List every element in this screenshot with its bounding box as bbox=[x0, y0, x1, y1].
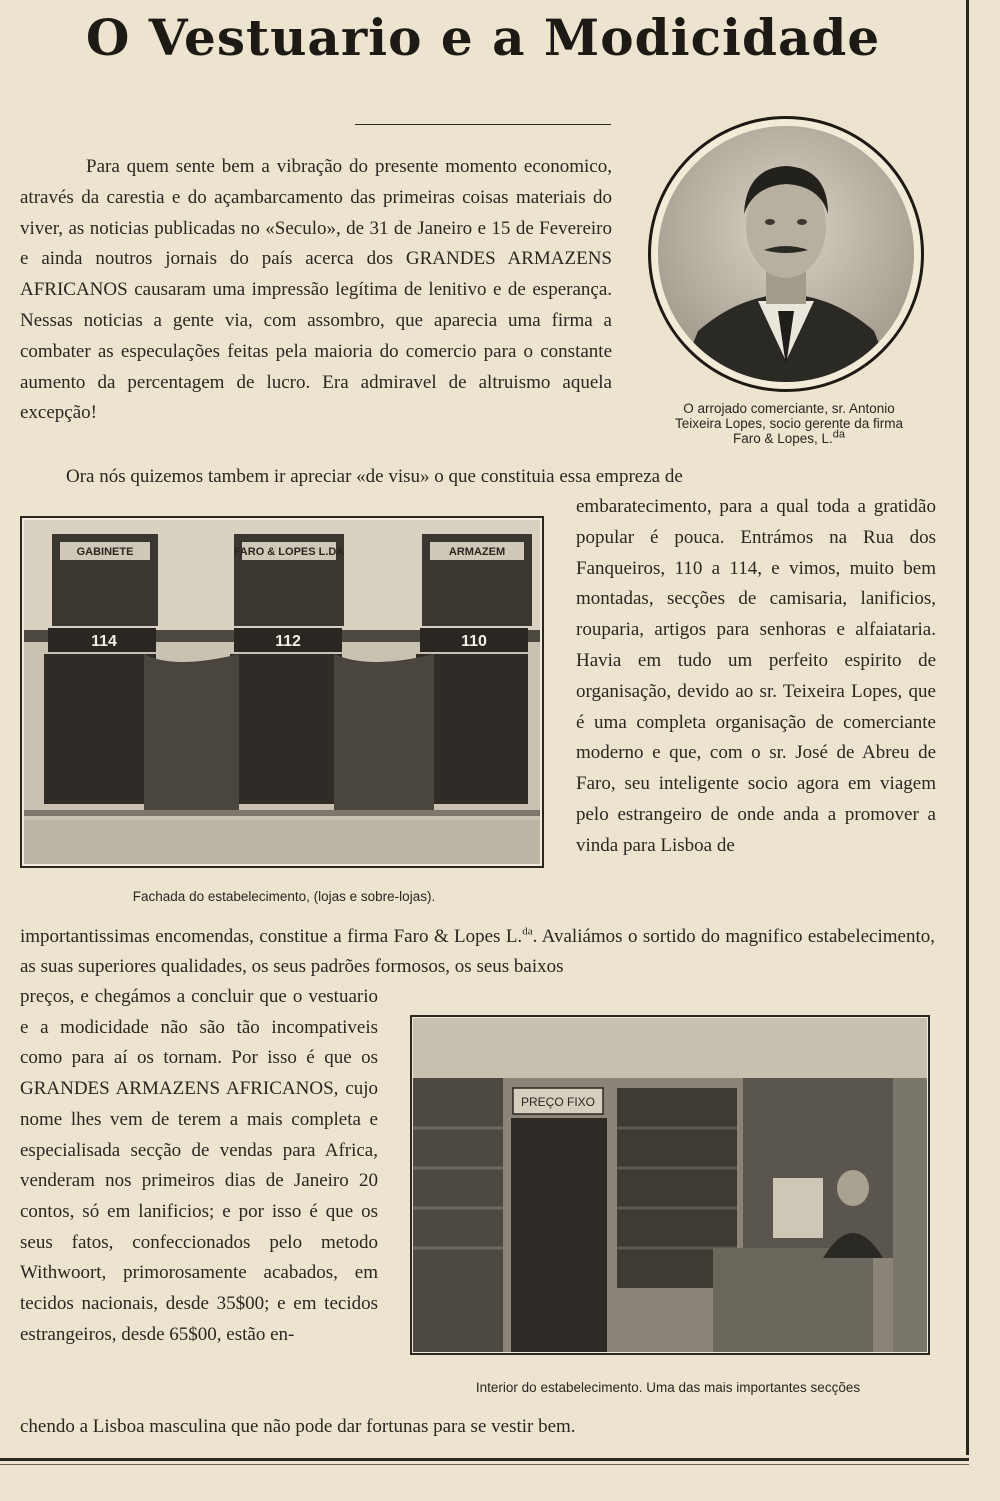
portrait-caption-line: Teixeira Lopes, socio gerente da firma bbox=[674, 416, 904, 431]
interior-sign: PREÇO FIXO bbox=[520, 1095, 596, 1109]
facade-door-number: 110 bbox=[461, 633, 487, 650]
facade-photo bbox=[24, 520, 540, 864]
title-divider bbox=[355, 124, 611, 125]
paragraph-sup: da bbox=[522, 925, 533, 938]
portrait-caption-line bbox=[636, 428, 942, 446]
page-frame-bottom-thin bbox=[0, 1464, 969, 1465]
interior-photo bbox=[413, 1018, 927, 1352]
paragraph-visit-start: Ora nós quizemos tambem ir apreciar «de visu» o que constituia essa empreza de bbox=[66, 466, 683, 487]
page-frame-bottom bbox=[0, 1458, 969, 1461]
paragraph-closing: chendo a Lisboa masculina que não pode dar fortunas para se vestir bem. bbox=[20, 1416, 576, 1437]
interior-photo-caption: Interior do estabelecimento. Uma das mais importantes secções bbox=[475, 1380, 861, 1395]
paragraph-text: . Avaliámos o sortido do magnifico estabelecimento, as suas superiores qualidades, os seus padrões formosos, os seus baixos bbox=[20, 926, 935, 977]
portrait-caption-text: Faro & Lopes, L. bbox=[732, 431, 833, 446]
facade-photo-caption: Fachada do estabelecimento, (lojas e sobre-lojas). bbox=[132, 889, 436, 904]
facade-sign: FARO & LOPES L.DA bbox=[233, 546, 345, 558]
facade-sign: ARMAZEM bbox=[448, 546, 506, 558]
paragraph-visit-column: embaratecimento, para a qual toda a gratidão popular é pouca. Entrámos na Rua dos Fanqueiros, 110 a 114, e vimos, muito bem montadas, secções de camisaria, lanificios, rouparia, artigos para senhoras e alfaiataria. Havia em tudo um perfeito espirito de organisação, devido ao sr. Teixeira Lopes, que é uma completa organisação de comerciante moderno e que, com o sr. José de Abreu de Faro, seu inteligente socio agora em viagem pelo estrangeiro de onde anda a promover a vinda para Lisboa de bbox=[576, 496, 936, 856]
facade-door-number: 114 bbox=[91, 633, 117, 650]
paragraph-text: importantissimas encomendas, constitue a firma Faro & Lopes L. bbox=[20, 926, 523, 947]
portrait-photo bbox=[658, 126, 914, 382]
paragraph-prices: preços, e chegámos a concluir que o vestuario e a modicidade não são tão incompativeis como para aí os tornam. Por isso é que os GRANDES ARMAZENS AFRICANOS, cujo nome lhes vem de terem a mais completa e especialisada secção de vendas para Africa, venderam nos primeiros dias de Janeiro 20 contos, só em lanificios; e por isso é que os seus fatos, confeccionados pelo metodo Withwoort, primorosamente acabados, em tecidos nacionais, desde 35$00; e em tecidos estrangeiros, desde 65$00, estão en- bbox=[20, 986, 378, 1345]
article-title: O Vestuario e a Modicidade bbox=[85, 8, 881, 67]
facade-door-number: 112 bbox=[275, 633, 301, 650]
page-frame-right bbox=[966, 0, 969, 1455]
portrait-caption-line: O arrojado comerciante, sr. Antonio bbox=[683, 401, 895, 416]
portrait-caption bbox=[636, 401, 942, 446]
portrait-caption-sup: da bbox=[832, 428, 846, 441]
paragraph-intro: Para quem sente bem a vibração do presente momento economico, através da carestia e do açambarcamento das primeiras coisas materiais do viver, as noticias publicadas no «Seculo», de 31 de Janeiro e 15 de Fevereiro e ainda noutros jornais do país acerca dos GRANDES ARMAZENS AFRICANOS causaram uma impressão legítima de lenitivo e de esperança. Nessas noticias a gente via, com assombro, que aparecia uma firma a combater as especulações feitas pela maioria do comercio para o constante aumento da percentagem de lucro. Era admiravel de altruismo aquela excepção! bbox=[20, 156, 612, 424]
paragraph-visit-wide bbox=[20, 922, 935, 982]
facade-sign: GABINETE bbox=[76, 546, 134, 558]
